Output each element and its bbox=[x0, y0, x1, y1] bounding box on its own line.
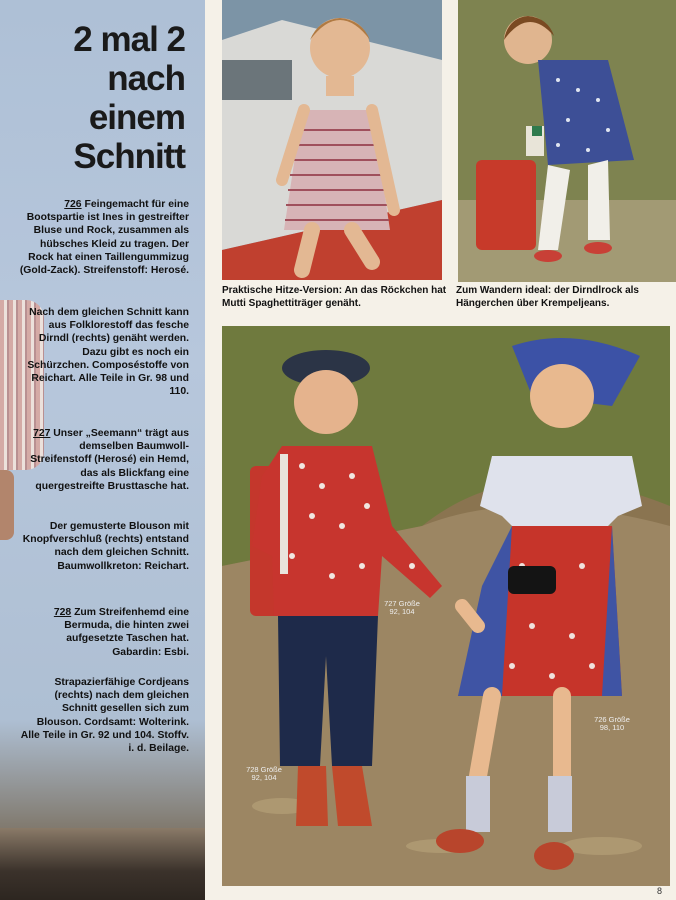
size-label-727: 727 Größe 92, 104 bbox=[384, 599, 420, 616]
page-number: 8 bbox=[656, 886, 662, 896]
dark-photo-band bbox=[0, 828, 205, 900]
headline: 2 mal 2 nach einem Schnitt bbox=[73, 20, 185, 176]
text-column bbox=[0, 0, 205, 900]
description-728-cordjeans: Strapazierfähige Cordjeans (rechts) nach dem gleichen Schnitt gesellen sich zum Blouson. Cordsamt: Wolterink. Alle Teile in Gr. 92 und 104. Stoffv. i. d. Beilage. bbox=[20, 677, 189, 755]
size-label-726: 726 Größe 98, 110 bbox=[594, 715, 630, 732]
photo-children-walking bbox=[222, 326, 670, 886]
caption-hiking-photo: Zum Wandern ideal: der Dirndlrock als Hängerchen über Krempeljeans. bbox=[456, 285, 639, 309]
size-label-728: 728 Größe 92, 104 bbox=[246, 765, 282, 782]
description-727-blouson: Der gemusterte Blouson mit Knopfverschluß (rechts) entstand nach dem gleichen Schnitt. Baumwollkreton: Reichart. bbox=[22, 521, 189, 572]
description-726: 726 Feingemacht für eine Bootspartie ist Ines in gestreifter Bluse und Rock, zusammen als hübsches Kleid zu tragen. Der Rock hat einen Taillengummizug (Gold-Zack). Streifenstoff: Herosé. bbox=[19, 199, 189, 277]
caption-boat-photo: Praktische Hitze-Version: An das Röckchen hat Mutti Spaghettiträger genäht. bbox=[222, 285, 447, 309]
photo-girl-hiking bbox=[458, 0, 676, 282]
description-726-dirndl: Nach dem gleichen Schnitt kann aus Folklorestoff das fesche Dirndl (rechts) genäht werden. Dazu gibt es noch ein Schürzchen. Composéstoffe von Reichart. Alle Teile in Gr. 98 und 110. bbox=[27, 307, 189, 398]
arm-photo-edge bbox=[0, 470, 14, 540]
description-728: 728 Zum Streifenhemd eine Bermuda, die hinten zwei aufgesetzte Taschen hat. Gabardin: Esbi. bbox=[53, 607, 189, 658]
photo-girl-on-boat bbox=[222, 0, 442, 280]
description-727: 727 Unser „Seemann“ trägt aus demselben Baumwoll-Streifenstoff (Herosé) ein Hemd, das als Blickfang eine quergestreifte Brusttasche hat. bbox=[30, 428, 189, 492]
